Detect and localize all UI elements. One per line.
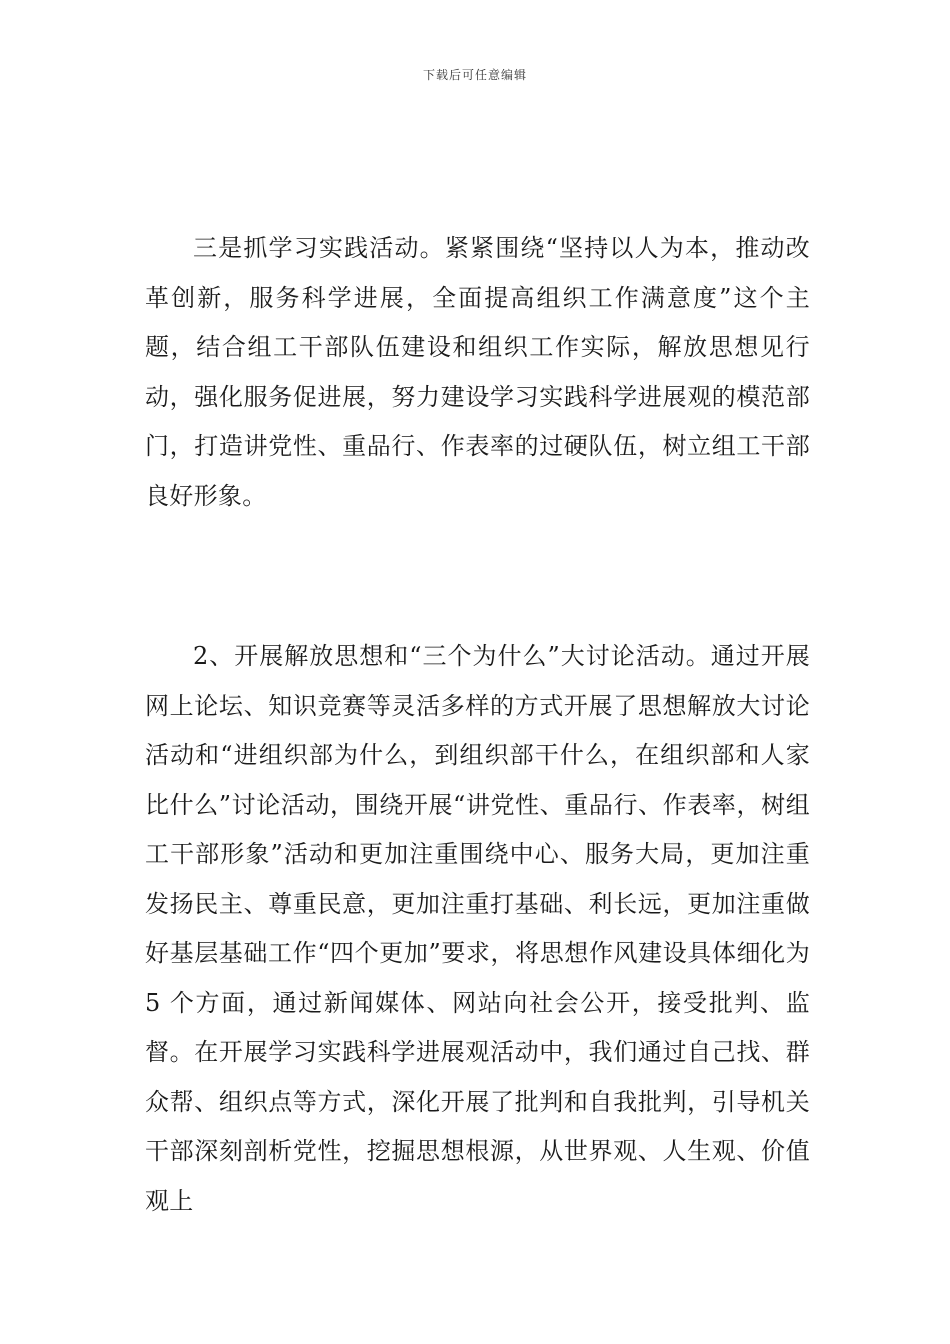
- page-header: 下载后可任意编辑: [422, 68, 527, 82]
- paragraph-discussion-activity: 2、开展解放思想和“三个为什么”大讨论活动。通过开展网上论坛、知识竞赛等灵活多样的方式开展了思想解放大讨论活动和“进组织部为什么，到组织部干什么，在组织部和人家比什么”讨论活动，围绕开展“讲党性、重品行、作表率，树组工干部形象”活动和更加注重围绕中心、服务大局，更加注重发扬民主、尊重民意，更加注重打基础、利长远，更加注重做好基层基础工作“四个更加”要求，将思想作风建设具体细化为 5 个方面，通过新闻媒体、网站向社会公开，接受批判、监督。在开展学习实践科学进展观活动中，我们通过自己找、群众帮、组织点等方式，深化开展了批判和自我批判，引导机关干部深刻剖析党性，挖掘思想根源，从世界观、人生观、价值观上: [145, 642, 810, 1215]
- paragraph-study-practice: 三是抓学习实践活动。紧紧围绕“坚持以人为本，推动改革创新，服务科学进展，全面提高组织工作满意度”这个主题，结合组工干部队伍建设和组织工作实际，解放思想见行动，强化服务促进展，努力建设学习实践科学进展观的模范部门，打造讲党性、重品行、作表率的过硬队伍，树立组工干部良好形象。: [145, 234, 810, 510]
- document-body: [145, 224, 810, 1226]
